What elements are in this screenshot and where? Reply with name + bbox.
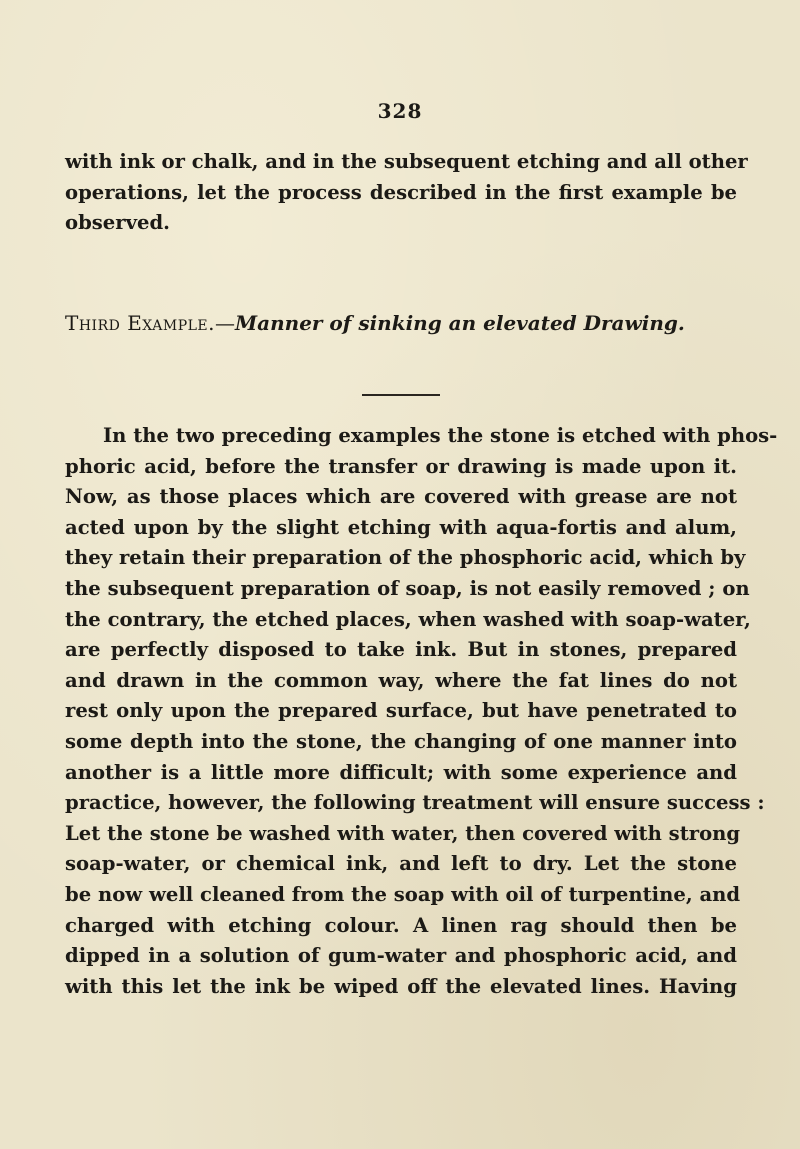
paragraph-continuation <box>65 147 748 239</box>
text-line: Now, as those places which are covered with grease are not <box>65 485 737 509</box>
text-line: be now well cleaned from the soap with oil of turpentine, and <box>65 882 741 906</box>
text-line: they retain their preparation of the phosphoric acid, which by <box>65 546 746 570</box>
section-heading <box>65 311 765 335</box>
text-line: soap-water, or chemical ink, and left to dry. Let the stone <box>65 852 737 876</box>
text-line: rest only upon the prepared surface, but have penetrated to <box>65 699 737 723</box>
paragraph-body <box>65 421 778 1002</box>
text-line: phoric acid, before the transfer or drawing is made upon it. <box>65 454 737 478</box>
text-line: operations, let the process described in the first example be <box>65 180 737 204</box>
text-line: the subsequent preparation of soap, is not easily removed ; on <box>65 576 750 600</box>
text-line: with ink or chalk, and in the subsequent etching and all other <box>65 150 748 173</box>
text-line: acted upon by the slight etching with aqua-fortis and alum, <box>65 515 737 539</box>
text-line: charged with etching colour. A linen rag should then be <box>65 913 737 937</box>
text-line: with this let the ink be wiped off the elevated lines. Having <box>65 974 737 998</box>
text-line: are perfectly disposed to take ink. But in stones, prepared <box>65 638 737 662</box>
page-number: 328 <box>377 99 423 123</box>
text-line: Let the stone be washed with water, then covered with strong <box>65 821 741 845</box>
heading-lead: Third Example. <box>65 311 216 335</box>
text-line: practice, however, the following treatment will ensure success : <box>65 791 765 815</box>
section-divider <box>362 394 440 396</box>
text-line: some depth into the stone, the changing of one manner into <box>65 729 737 753</box>
text-line: the contrary, the etched places, when washed with soap-water, <box>65 607 751 631</box>
heading-title: Manner of sinking an elevated Drawing. <box>235 311 685 335</box>
text-line: In the two preceding examples the stone is etched with phos- <box>103 424 778 447</box>
heading-dash: — <box>215 311 236 335</box>
text-line: another is a little more difficult; with some experience and <box>65 760 737 784</box>
text-line: and drawn in the common way, where the fat lines do not <box>65 668 737 692</box>
text-line: dipped in a solution of gum-water and phosphoric acid, and <box>65 944 737 968</box>
text-line: observed. <box>65 211 170 235</box>
